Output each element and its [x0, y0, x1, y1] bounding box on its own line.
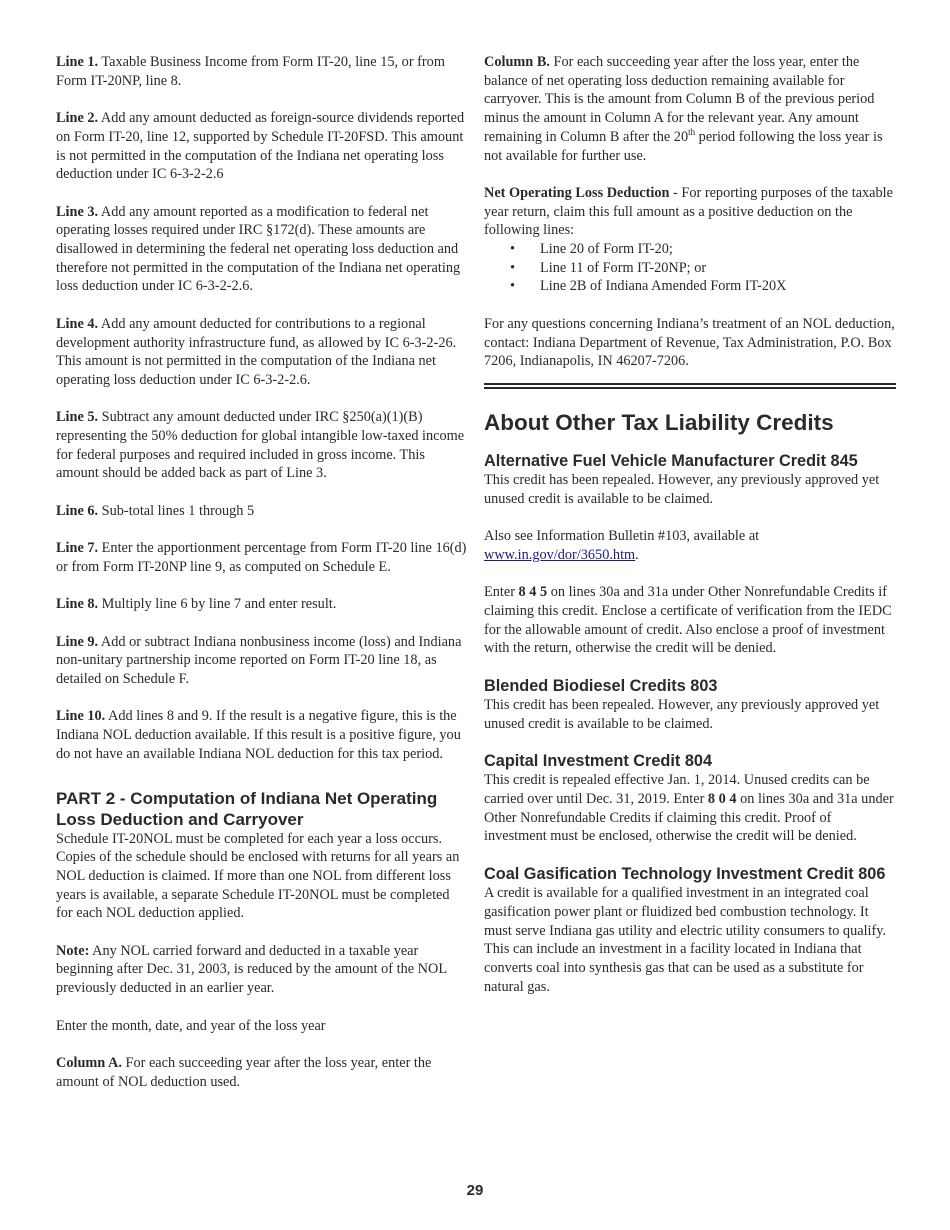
line-2-instruction: Line 2. Add any amount deducted as foreign-source dividends reported on Form IT-20, line 12, supported by Schedule IT-20FSD. This amount is not permitted in the computation of the Indiana net operating loss deduction under IC 6-3-2-2.6 [56, 110, 465, 183]
alt-fuel-text: This credit has been repealed. However, any previously approved yet unused credit is available to be claimed. [484, 471, 880, 507]
note-paragraph: Note: Any NOL carried forward and deducted in a taxable year beginning after Dec. 31, 2003, is reduced by the amount of the NOL previously deducted in an earlier year. [56, 942, 447, 997]
line-4-instruction: Line 4. Add any amount deducted for contributions to a regional development authority infrastructure fund, as allowed by IC 6-3-2-26. This amount is not permitted in the computation of the Indiana net operating loss deduction under IC 6-3-2-2.6. [56, 315, 457, 388]
list-item: • Line 2B of Indiana Amended Form IT-20X [510, 278, 787, 295]
bullet-icon: • [510, 278, 516, 295]
reporting-lines-list [484, 240, 896, 296]
line-5-instruction: Line 5. Subtract any amount deducted under IRC §250(a)(1)(B) representing the 50% deduction for global intangible low-taxed income for federal purposes and required included in gross income. This amount should be added back as part of Line 3. [56, 409, 465, 482]
line-8-instruction: Line 8. Multiply line 6 by line 7 and enter result. [56, 596, 337, 613]
column-b-instruction: Column B. For each succeeding year after the loss year, enter the balance of net operating loss deduction remaining available for carryover. This is the amount from Column B of the previous period minus the amount in Column A for the relevant year. Any amount remaining in Column B after the 20th period following the loss year is not available for further use. [484, 54, 883, 164]
nol-deduction-paragraph: Net Operating Loss Deduction - For reporting purposes of the taxable year return, claim this full amount as a positive deduction on the following lines: [484, 184, 893, 239]
line-9-instruction: Line 9. Add or subtract Indiana nonbusiness income (loss) and Indiana non-unitary partnership income reported on Form IT-20 line 18, as detailed on Schedule F. [56, 633, 462, 688]
column-a-instruction: Column A. For each succeeding year after the loss year, enter the amount of NOL deduction used. [56, 1054, 432, 1090]
enter-month-instruction: Enter the month, date, and year of the loss year [56, 1017, 326, 1034]
line-7-instruction: Line 7. Enter the apportionment percentage from Form IT-20 line 16(d) or from Form IT-20NP line 9, as computed on Schedule E. [56, 540, 467, 575]
bullet-icon: • [510, 259, 516, 276]
enter-845-paragraph: Enter 8 4 5 on lines 30a and 31a under Other Nonrefundable Credits if claiming this credit. Enclose a certificate of verification from the IEDC for the allowable amount of credit. Also enclose a proof of investment with the return, otherwise the credit will be denied. [484, 584, 892, 657]
biodiesel-heading: Blended Biodiesel Credits 803 [484, 676, 718, 695]
info-bulletin-link[interactable]: www.in.gov/dor/3650.htm [484, 546, 636, 563]
part-2-heading: PART 2 - Computation of Indiana Net Operating Loss Deduction and Carryover [56, 788, 438, 829]
capital-investment-heading: Capital Investment Credit 804 [484, 752, 713, 771]
about-credits-heading: About Other Tax Liability Credits [484, 409, 834, 435]
line-3-instruction: Line 3. Add any amount reported as a modification to federal net operating losses required under IRC §172(d). These amounts are disallowed in determining the federal net operating loss deduction and therefore not permitted in the computation of the Indiana net operating loss deduction under IC 6-3-2-2.6. [56, 203, 461, 295]
line-1-instruction: Line 1. Taxable Business Income from Form IT-20, line 15, or from Form IT-20NP, line 8. [56, 54, 445, 89]
bullet-icon: • [510, 241, 516, 258]
line-10-instruction: Line 10. Add lines 8 and 9. If the result is a negative figure, this is the Indiana NOL deduction available. If this result is a positive figure, you do not have an available Indiana NOL deduction for this tax period. [56, 708, 461, 762]
list-item: • Line 11 of Form IT-20NP; or [510, 259, 707, 276]
alt-fuel-heading: Alternative Fuel Vehicle Manufacturer Credit 845 [484, 451, 858, 470]
part-2-intro: Schedule IT-20NOL must be completed for each year a loss occurs. Copies of the schedule should be enclosed with returns for all years an NOL deduction is claimed. If more than one NOL from different loss years is available, a separate Schedule IT-20NOL must be completed for each NOL deduction applied. [56, 830, 460, 922]
right-column [484, 53, 896, 996]
biodiesel-text: This credit has been repealed. However, any previously approved yet unused credit is available to be claimed. [484, 696, 880, 732]
coal-gasification-text: A credit is available for a qualified investment in an integrated coal gasification power plant or fluidized bed combustion technology. It must serve Indiana gas utility and electric utility consumers to qualify. This can include an investment in a facility located in Indiana that converts coal into synthesis gas that can be used as a substitute for natural gas. [484, 885, 887, 995]
info-bulletin-paragraph: Also see Information Bulletin #103, available at www.in.gov/dor/3650.htm. [484, 528, 760, 563]
list-item: • Line 20 of Form IT-20; [510, 241, 673, 258]
section-divider [484, 383, 896, 389]
capital-investment-text: This credit is repealed effective Jan. 1, 2014. Unused credits can be carried over until Dec. 31, 2019. Enter 8 0 4 on lines 30a and 31a under Other Nonrefundable Credits if claiming this credit. Proof of investment must be enclosed, otherwise the credit will be denied. [484, 772, 894, 845]
contact-paragraph: For any questions concerning Indiana’s treatment of an NOL deduction, contact: Indiana Department of Revenue, Tax Administration, P.O. Box 7206, Indianapolis, IN 46207-7206. [484, 315, 895, 370]
page-number: 29 [466, 1182, 484, 1199]
left-column [56, 53, 467, 1091]
coal-gasification-heading: Coal Gasification Technology Investment Credit 806 [484, 865, 886, 884]
line-6-instruction: Line 6. Sub-total lines 1 through 5 [56, 502, 255, 519]
